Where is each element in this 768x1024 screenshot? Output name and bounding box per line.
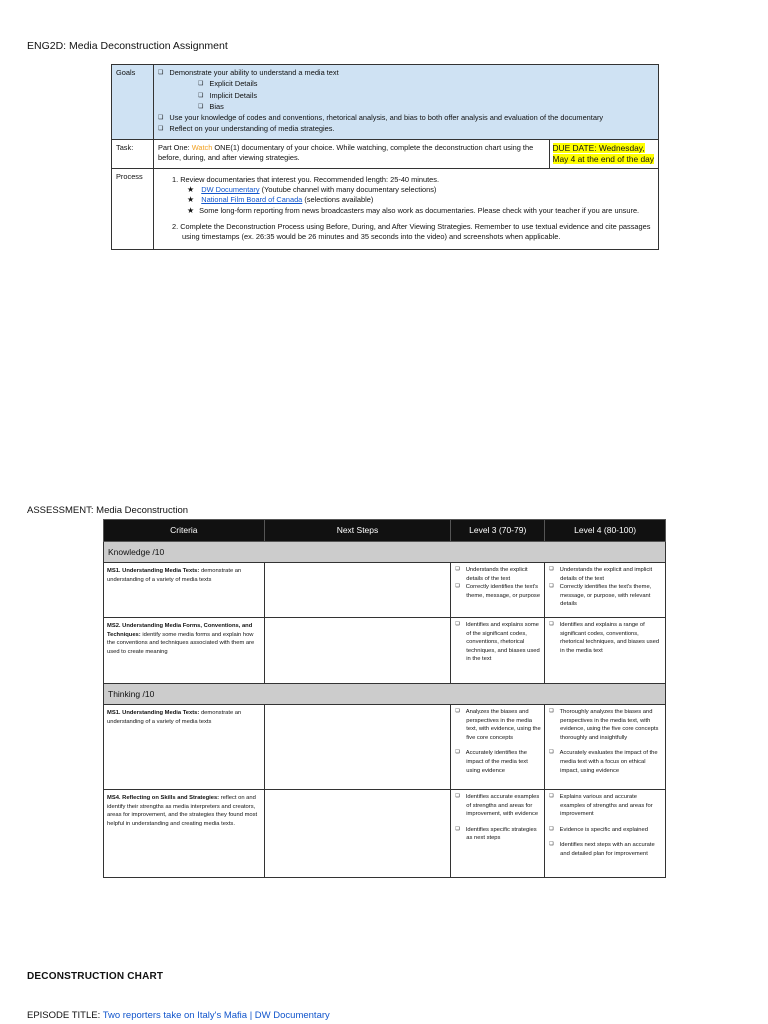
resource-item: ★ National Film Board of Canada (selections available) bbox=[158, 195, 654, 205]
resource-item: ★ Some long-form reporting from news broadcasters may also work as documentaries. Please check with your teacher if you are unsure. bbox=[158, 206, 654, 216]
deconstruction-chart-title: DECONSTRUCTION CHART bbox=[27, 971, 164, 982]
level-3-cell bbox=[451, 790, 545, 878]
process-step-2: 2. Complete the Deconstruction Process using Before, During, and After Viewing Strategies. Remember to use textual evidence and cite passages using timestamps (ex. 26:35 would be 26 minutes and 35 seconds into the video) and screenshots when applicable. bbox=[172, 221, 651, 242]
next-steps-cell[interactable] bbox=[264, 563, 451, 618]
header-next-steps: Next Steps bbox=[264, 520, 451, 542]
table-row bbox=[104, 705, 666, 790]
criteria-cell: MS4. Reflecting on Skills and Strategies: reflect on and identify their strengths as media interpreters and creators, areas for improvement, and the strategies they found most helpful in understanding and creating media texts. bbox=[104, 790, 265, 878]
episode-title-line bbox=[27, 1010, 330, 1021]
next-steps-cell[interactable] bbox=[264, 790, 451, 878]
level-3-cell bbox=[451, 705, 545, 790]
knowledge-label: Knowledge /10 bbox=[104, 542, 666, 563]
task-label: Task: bbox=[112, 139, 154, 168]
goal-item: ❏ Demonstrate your ability to understand a media text bbox=[158, 68, 654, 79]
level-3-cell bbox=[451, 563, 545, 618]
dw-documentary-link[interactable]: DW Documentary bbox=[201, 185, 260, 195]
level-4-cell bbox=[545, 705, 666, 790]
list-item: ❏ Identifies specific strategies as next steps bbox=[453, 826, 542, 843]
due-date: DUE DATE: Wednesday, May 4 at the end of the day bbox=[552, 142, 654, 164]
level-3-cell bbox=[451, 618, 545, 684]
goals-row bbox=[112, 65, 659, 140]
knowledge-section-row bbox=[104, 542, 666, 563]
next-steps-cell[interactable] bbox=[264, 705, 451, 790]
list-item: ❏ Explains various and accurate examples of strengths and areas for improvement bbox=[547, 793, 663, 819]
next-steps-cell[interactable] bbox=[264, 618, 451, 684]
sub-goal-item: ❏ Bias bbox=[158, 102, 654, 113]
table-row bbox=[104, 790, 666, 878]
criteria-cell: MS2. Understanding Media Forms, Conventions, and Techniques: identify some media forms and explain how the conventions and techniques associated with them are used to create meaning bbox=[104, 618, 265, 684]
header-level-4: Level 4 (80-100) bbox=[545, 520, 666, 542]
thinking-label: Thinking /10 bbox=[104, 684, 666, 705]
list-item: ❏ Analyzes the biases and perspectives in the media text, with evidence, using the five core concepts bbox=[453, 708, 542, 742]
header-level-3: Level 3 (70-79) bbox=[451, 520, 545, 542]
task-row bbox=[112, 139, 659, 168]
list-item: ❏ Identifies and explains a range of significant codes, conventions, rhetorical techniques, and biases used in the media text bbox=[547, 621, 663, 655]
process-label: Process bbox=[112, 168, 154, 249]
list-item: ❏ Evidence is specific and explained bbox=[547, 826, 663, 835]
list-item: ❏ Correctly identifies the text's theme, message, or purpose bbox=[453, 583, 542, 600]
list-item: ❏ Accurately identifies the impact of the media text using evidence bbox=[453, 749, 542, 775]
document-title: ENG2D: Media Deconstruction Assignment bbox=[27, 40, 228, 52]
task-text: Part One: Watch ONE(1) documentary of your choice. While watching, complete the deconstruction chart using the before, during, and after viewing strategies. bbox=[154, 140, 549, 168]
goal-item: ❏ Reflect on your understanding of media strategies. bbox=[158, 124, 654, 135]
process-step-1: 1. Review documentaries that interest you. Recommended length: 25-40 minutes. bbox=[172, 174, 440, 184]
list-item: ❏ Identifies accurate examples of strengths and areas for improvement, with evidence bbox=[453, 793, 542, 819]
resource-item: ★ DW Documentary (Youtube channel with many documentary selections) bbox=[158, 185, 654, 195]
watch-word: Watch bbox=[191, 142, 213, 152]
list-item: ❏ Understands the explicit and implicit details of the text bbox=[547, 566, 663, 583]
list-item: ❏ Correctly identifies the text's theme, message, or purpose, with relevant details bbox=[547, 583, 663, 609]
table-row bbox=[104, 618, 666, 684]
list-item: ❏ Understands the explicit details of the text bbox=[453, 566, 542, 583]
list-item: ❏ Identifies next steps with an accurate and detailed plan for improvement bbox=[547, 841, 663, 858]
list-item: ❏ Accurately evaluates the impact of the media text with a focus on ethical impact, using evidence bbox=[547, 749, 663, 775]
header-criteria: Criteria bbox=[104, 520, 265, 542]
episode-label: EPISODE TITLE: bbox=[27, 1010, 103, 1021]
goals-label: Goals bbox=[112, 65, 154, 140]
sub-goal-item: ❏ Explicit Details bbox=[158, 79, 654, 90]
nfb-link[interactable]: National Film Board of Canada bbox=[201, 195, 303, 205]
goal-item: ❏ Use your knowledge of codes and conventions, rhetorical analysis, and bias to both offer analysis and evaluation of the documentary bbox=[158, 113, 654, 124]
assessment-title: ASSESSMENT: Media Deconstruction bbox=[27, 505, 189, 516]
criteria-cell: MS1. Understanding Media Texts: demonstrate an understanding of a variety of media texts bbox=[104, 563, 265, 618]
rubric-table bbox=[103, 519, 666, 878]
assignment-table bbox=[111, 64, 659, 250]
sub-goal-item: ❏ Implicit Details bbox=[158, 91, 654, 102]
list-item: ❏ Thoroughly analyzes the biases and perspectives in the media text, with evidence, using the five core concepts thoroughly and insightfully bbox=[547, 708, 663, 742]
criteria-cell: MS1. Understanding Media Texts: demonstrate an understanding of a variety of media texts bbox=[104, 705, 265, 790]
episode-title-link[interactable]: Two reporters take on Italy's Mafia | DW Documentary bbox=[102, 1010, 330, 1021]
task-cell bbox=[154, 139, 659, 168]
process-cell bbox=[154, 168, 659, 249]
table-row bbox=[104, 563, 666, 618]
level-4-cell bbox=[545, 563, 666, 618]
thinking-section-row bbox=[104, 684, 666, 705]
rubric-header-row bbox=[104, 520, 666, 542]
level-4-cell bbox=[545, 618, 666, 684]
process-row bbox=[112, 168, 659, 249]
level-4-cell bbox=[545, 790, 666, 878]
goals-cell bbox=[154, 65, 659, 140]
list-item: ❏ Identifies and explains some of the significant codes, conventions, rhetorical techniques, and biases used in the text bbox=[453, 621, 542, 664]
